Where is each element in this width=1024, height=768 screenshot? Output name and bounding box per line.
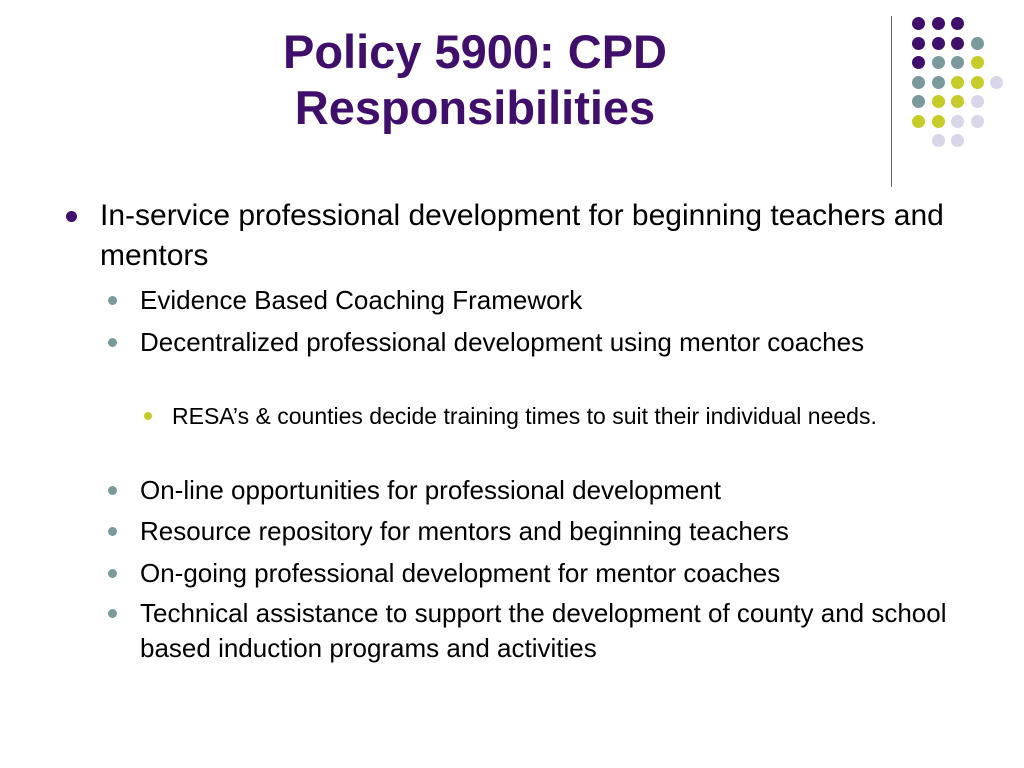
bullet-item-level2 (140, 596, 970, 666)
bullet-text: RESA’s & counties decide training times to suit their individual needs. (172, 403, 877, 429)
title-line-2: Responsibilities (294, 81, 656, 134)
bullet-text: Resource repository for mentors and beginning teachers (140, 516, 789, 546)
bullet-text: On-going professional development for mentor coaches (140, 558, 781, 588)
purple-bullet-icon (66, 211, 77, 222)
teal-bullet-icon (108, 569, 117, 578)
teal-bullet-icon (108, 338, 117, 347)
bullet-text: Evidence Based Coaching Framework (140, 285, 583, 315)
bullet-text: Technical assistance to support the development of county and school based induction programs and activities (140, 598, 947, 663)
bullet-item-level3 (172, 400, 912, 432)
bullet-item-level2 (140, 514, 970, 549)
teal-bullet-icon (108, 527, 117, 536)
bullet-item-level2 (140, 325, 970, 360)
bullet-item-level1 (100, 196, 960, 276)
bullet-item-level2 (140, 556, 970, 591)
teal-bullet-icon (108, 486, 117, 495)
bullet-item-level2 (140, 283, 970, 318)
bullet-text: On-line opportunities for professional development (140, 475, 722, 505)
bullet-text: In-service professional development for beginning teachers and mentors (100, 199, 944, 272)
bullet-text: Decentralized professional development using mentor coaches (140, 327, 865, 357)
bullet-item-level2 (140, 473, 970, 508)
yellow-bullet-icon (144, 412, 152, 420)
teal-bullet-icon (108, 609, 117, 618)
title-line-1: Policy 5900: CPD (282, 25, 667, 78)
teal-bullet-icon (108, 296, 117, 305)
